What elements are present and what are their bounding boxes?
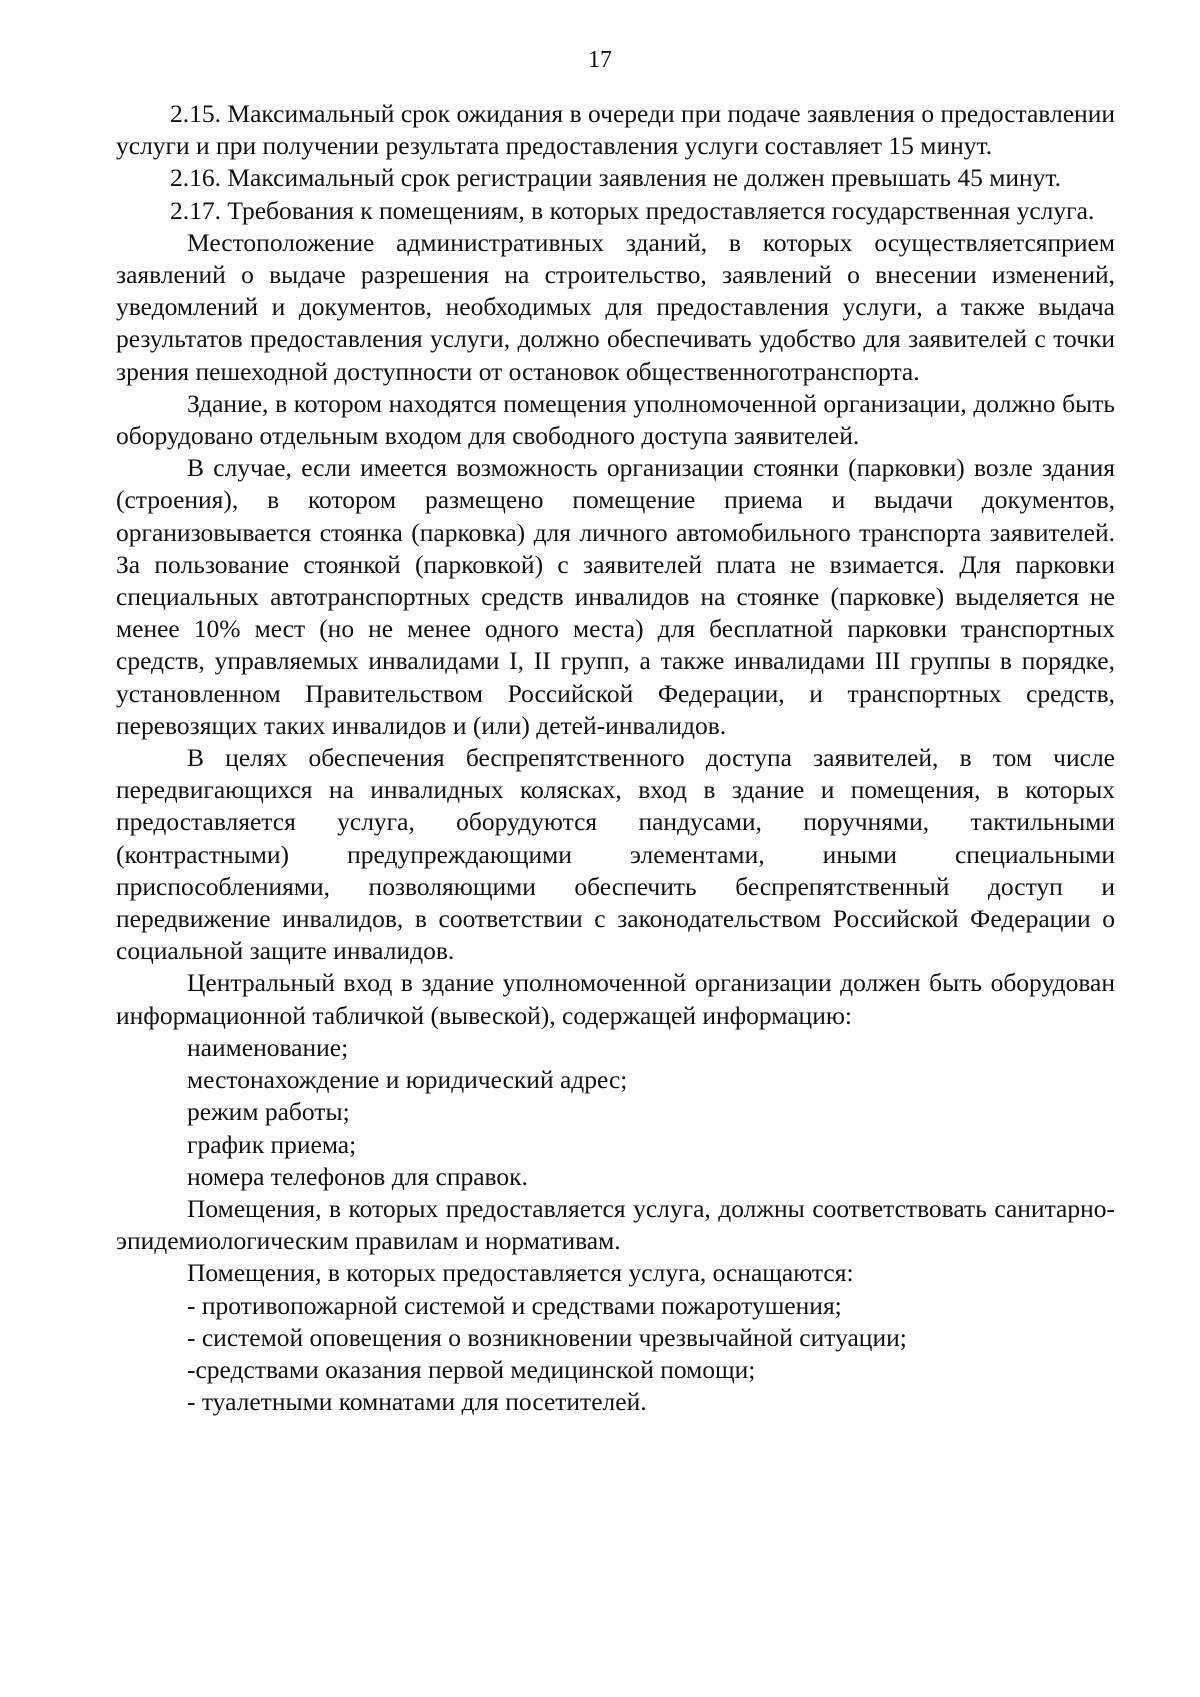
paragraph-equipment-intro: Помещения, в которых предоставляется услуга, оснащаются:	[187, 1258, 854, 1288]
sign-item: график приема;	[187, 1129, 357, 1159]
paragraph-sanitary: Помещения, в которых предоставляется услуга, должны соответствовать санитарно-эпидемиологическим правилам и нормативам.	[116, 1193, 1115, 1256]
sign-item: местонахождение и юридический адрес;	[187, 1065, 628, 1095]
sign-item: режим работы;	[187, 1097, 350, 1127]
equipment-item: -средствами оказания первой медицинской помощи;	[187, 1354, 756, 1384]
paragraph-2-16: 2.16. Максимальный срок регистрации заявления не должен превышать 45 минут.	[170, 163, 1061, 193]
paragraph-2-17: 2.17. Требования к помещениям, в которых предоставляется государственная услуга.	[170, 195, 1095, 225]
paragraph-parking: В случае, если имеется возможность организации стоянки (парковки) возле здания (строения), в котором размещено помещение приема и выдачи документов, организовывается стоянка (парковка) для личного автомобильного транспорта заявителей. За пользование стоянкой (парковкой) с заявителей плата не взимается. Для парковки специальных автотранспортных средств инвалидов на стоянке (парковке) выделяется не менее 10% мест (но не менее одного места) для бесплатной парковки транспортных средств, управляемых инвалидами I, II групп, а также инвалидами III группы в порядке, установленном Правительством Российской Федерации, и транспортных средств, перевозящих таких инвалидов и (или) детей-инвалидов.	[116, 453, 1115, 740]
sign-item: номера телефонов для справок.	[187, 1161, 528, 1191]
sign-item: наименование;	[187, 1032, 349, 1062]
paragraph-building-entrance: Здание, в котором находятся помещения уполномоченной организации, должно быть оборудовано отдельным входом для свободного доступа заявителей.	[116, 388, 1115, 451]
paragraph-location: Местоположение административных зданий, в которых осуществляетсяприем заявлений о выдаче разрешения на строительство, заявлений о внесении изменений, уведомлений и документов, необходимых для предоставления услуги, а также выдача результатов предоставления услуги, должно обеспечивать удобство для заявителей с точки зрения пешеходной доступности от остановок общественноготранспорта.	[116, 227, 1115, 386]
paragraph-central-entrance: Центральный вход в здание уполномоченной организации должен быть оборудован информационной табличкой (вывеской), содержащей информацию:	[116, 968, 1115, 1030]
equipment-item: - системой оповещения о возникновении чрезвычайной ситуации;	[187, 1322, 907, 1352]
page-number: 17	[588, 47, 612, 73]
equipment-item: - противопожарной системой и средствами пожаротушения;	[187, 1290, 842, 1320]
document-body	[116, 98, 1115, 1418]
equipment-item: - туалетными комнатами для посетителей.	[187, 1387, 647, 1417]
paragraph-2-15: 2.15. Максимальный срок ожидания в очереди при подаче заявления о предоставлении услуги и при получении результата предоставления услуги составляет 15 минут.	[116, 99, 1115, 161]
paragraph-accessibility: В целях обеспечения беспрепятственного доступа заявителей, в том числе передвигающихся на инвалидных колясках, вход в здание и помещения, в которых предоставляется услуга, оборудуются пандусами, поручнями, тактильными (контрастными) предупреждающими элементами, иными специальными приспособлениями, позволяющими обеспечить беспрепятственный доступ и передвижение инвалидов, в соответствии с законодательством Российской Федерации о социальной защите инвалидов.	[116, 743, 1115, 966]
